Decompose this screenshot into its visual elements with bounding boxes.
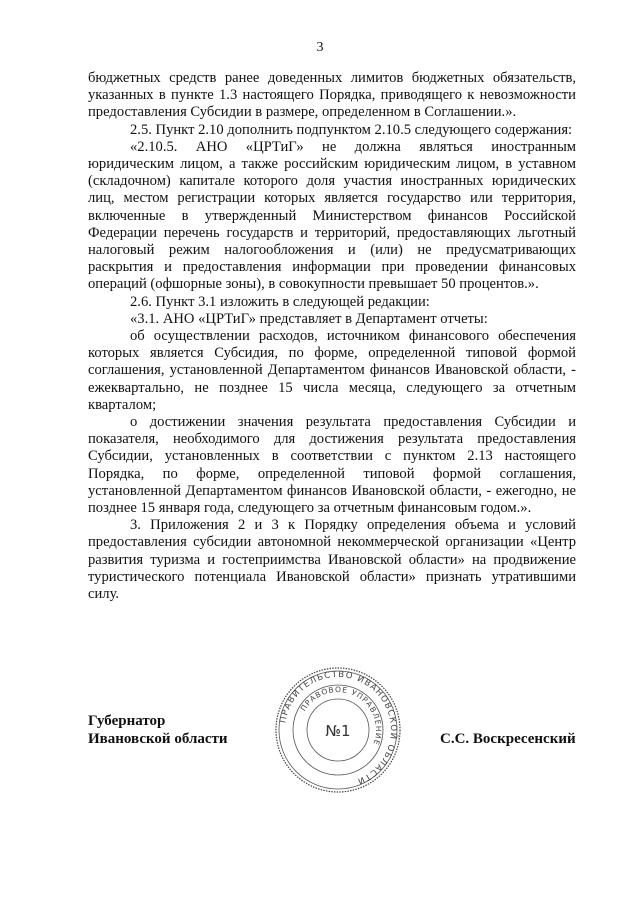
signatory-title-line1: Губернатор [88,713,166,729]
signatory-title-line2: Ивановской области [88,731,228,747]
seal-center-text: №1 [325,722,351,740]
paragraph-3: 3. Приложения 2 и 3 к Порядку определения объема и условий предоставления субсидии автономной некоммерческой организации «Центр развития туризма и гостеприимства Ивановской области» на продвижение туристического потенциала Ивановской области» признать утратившими силу. [88,517,576,603]
paragraph-expense-report: об осуществлении расходов, источником финансового обеспечения которых является Субсидия, по форме, определенной типовой формой соглашения, установленной Департаментом финансов Ивановской области, - ежеквартально, не позднее 15 числа месяца, следующего за отчетным кварталом; [88,328,576,413]
official-seal [273,665,403,795]
seal-outer-text: ПРАВИТЕЛЬСТВО ИВАНОВСКОЙ ОБЛАСТИ [278,669,399,787]
signatory-title [88,712,228,748]
seal-inner-text: ПРАВОВОЕ УПРАВЛЕНИЕ [298,684,384,747]
paragraph-2-5: 2.5. Пункт 2.10 дополнить подпунктом 2.10.5 следующего содержания: [130,121,573,138]
paragraph-2-6: 2.6. Пункт 3.1 изложить в следующей редакции: [130,293,430,310]
paragraph-continuation: бюджетных средств ранее доведенных лимитов бюджетных обязательств, указанных в пункте 1.3 настоящего Порядка, приводящего к невозможности предоставления Субсидии в размере, определенном в Соглашении.». [88,70,576,121]
page-number: 3 [316,40,324,55]
signatory-name: С.С. Воскресенский [440,731,576,747]
paragraph-result-report: о достижении значения результата предоставления Субсидии и показателя, необходимого для достижения результата предоставления Субсидии, установленных в соответствии с пунктом 2.13 настоящего Порядка, по форме, определенной типовой формой соглашения, установленной Департаментом финансов Ивановской области, - ежегодно, не позднее 15 января года, следующего за отчетным финансовым годом.». [88,414,576,517]
paragraph-2-10-5: «2.10.5. АНО «ЦРТиГ» не должна являться иностранным юридическим лицом, а также российским юридическим лицом, в уставном (складочном) капитале которого доля участия иностранных юридических лиц, местом регистрации которых является государство или территория, включенные в утвержденный Министерством финансов Российской Федерации перечень государств и территорий, предоставляющих льготный налоговый режим налогообложения и (или) не предусматривающих раскрытия и предоставления информации при проведении финансовых операций (офшорные зоны), в совокупности превышает 50 процентов.». [88,138,576,293]
paragraph-3-1: «3.1. АНО «ЦРТиГ» представляет в Департамент отчеты: [130,310,488,327]
document-body [88,70,576,603]
